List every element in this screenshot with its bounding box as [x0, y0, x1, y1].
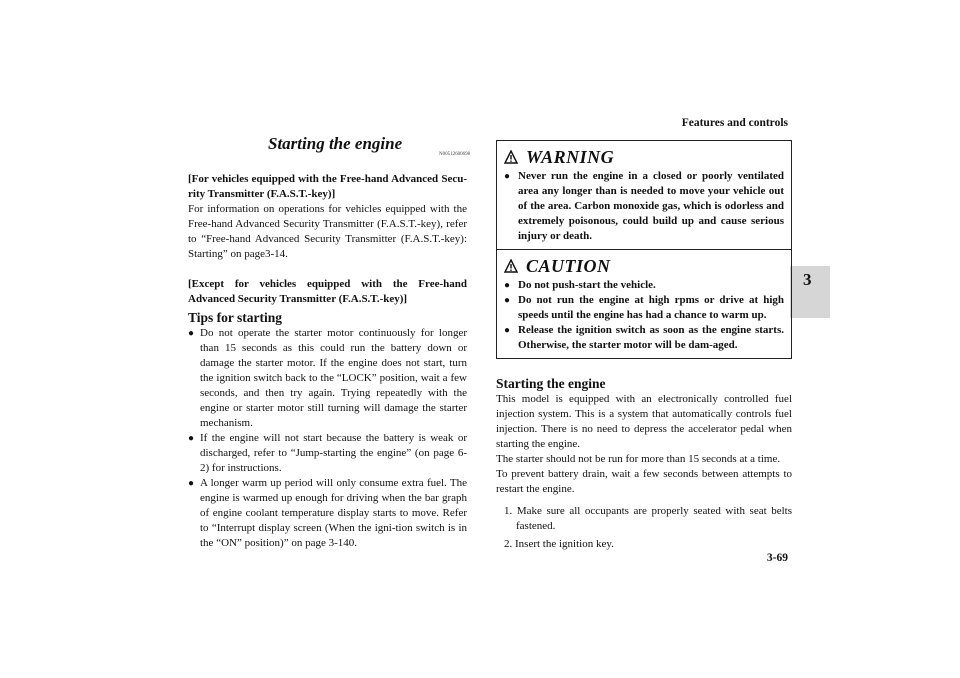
caution-item: ● Do not run the engine at high rpms or drive at high speeds until the engine has had a chance to warm up.: [504, 294, 784, 321]
warning-item: ● Never run the engine in a closed or poorly ventilated area any longer than is needed to move your vehicle out of the area. Carbon monoxide gas, which is odorless and extremely poisonous, could build up and cause serious injury or death.: [504, 170, 784, 242]
bullet-icon: ●: [504, 295, 511, 306]
warning-title: WARNING: [526, 146, 615, 167]
document-code: N00512600698: [439, 152, 471, 157]
tip-item: ● A longer warm up period will only consume extra fuel. The engine is warmed up enough for driving when the bar graph of engine coolant temperature display starts to move. Refer to “Interrupt display screen (When the igni-tion switch is in the “ON” position)” on page 3-140.: [188, 477, 467, 549]
tip-item: ● If the engine will not start because the battery is weak or discharged, refer to “Jump-starting the engine” (on page 6-2) for instructions.: [188, 432, 467, 474]
left-column: [188, 172, 467, 551]
warning-triangle-icon: [504, 150, 518, 164]
page-title: Starting the engine: [268, 134, 403, 153]
tip-item: ● Do not operate the starter motor continuously for longer than 15 seconds as this could run the battery down or damage the starter motor. If the engine does not start, turn the ignition switch back to the “LOCK” position, wait a few seconds, and then try again. Trying repeatedly with the engine or starter motor still turning will damage the starter mechanism.: [188, 327, 467, 429]
tips-heading: Tips for starting: [188, 310, 283, 325]
caution-box: [496, 250, 792, 359]
section-header: Features and controls: [681, 117, 788, 129]
warning-box: [496, 140, 792, 250]
bullet-icon: ●: [504, 325, 511, 336]
right-column: [496, 140, 792, 552]
steps-list: [496, 504, 792, 552]
battery-drain-paragraph: To prevent battery drain, wait a few seconds between attempts to restart the engine.: [496, 468, 792, 495]
caution-item: ● Release the ignition switch as soon as the engine starts. Otherwise, the starter motor will be dam-aged.: [504, 324, 784, 351]
caution-triangle-icon: [504, 259, 518, 273]
fuel-injection-paragraph: This model is equipped with an electronically controlled fuel injection system. This is a system that automatically controls fuel injection. There is no need to depress the accelerator pedal when starting the engine.: [496, 393, 792, 450]
bullet-icon: ●: [504, 171, 511, 182]
starting-engine-heading: Starting the engine: [496, 376, 606, 391]
caution-title: CAUTION: [526, 255, 611, 276]
bullet-icon: ●: [188, 433, 195, 444]
caution-item: ● Do not push-start the vehicle.: [504, 279, 656, 291]
bullet-icon: ●: [188, 478, 195, 489]
bullet-icon: ●: [188, 328, 195, 339]
step-item: 2. Insert the ignition key.: [504, 538, 614, 550]
step-item: 1. Make sure all occupants are properly seated with seat belts fastened.: [504, 505, 792, 532]
page-number: 3-69: [766, 552, 788, 564]
fast-key-paragraph: For information on operations for vehicles equipped with the Free-hand Advanced Security Transmitter (F.A.S.T.-key), refer to “Free-hand Advanced Security Transmitter (F.A.S.T.-key): Starting” on page3-14.: [188, 203, 467, 260]
chapter-tab-number: 3: [803, 270, 812, 289]
fast-key-heading: [For vehicles equipped with the Free-hand Advanced Secu-rity Transmitter (F.A.S.T.-key)]: [188, 173, 467, 200]
non-fast-key-heading: [Except for vehicles equipped with the Free-hand Advanced Security Transmitter (F.A.S.T.-key)]: [188, 278, 467, 305]
starter-paragraph: The starter should not be run for more than 15 seconds at a time.: [496, 453, 781, 465]
bullet-icon: ●: [504, 280, 511, 291]
